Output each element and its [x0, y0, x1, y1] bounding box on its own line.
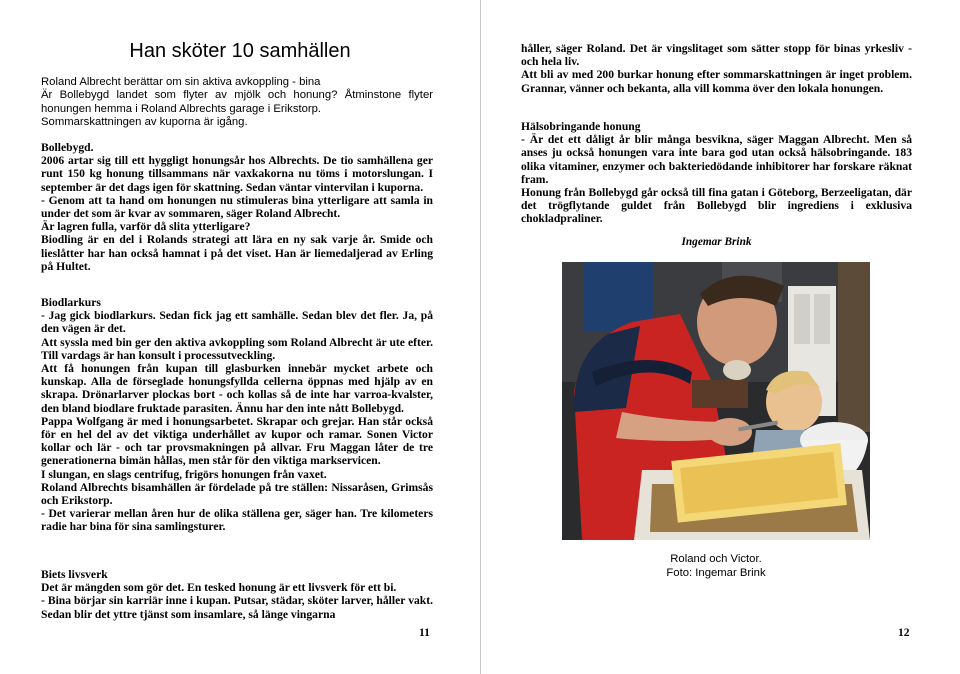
- caption-credit: Foto: Ingemar Brink: [666, 566, 766, 579]
- intro-text: Är Bollebygd landet som flyter av mjölk och honung? Åtminstone flyter honungen hemma i Roland Albrechts garage i Erikstorp.: [41, 89, 433, 115]
- body-paragraph: - Genom att ta hand om honungen nu stimuleras bina ytterligare att samla in under det som är kvar av sommaren, säger Roland Albrecht.: [41, 193, 433, 221]
- body-section-3: [41, 568, 433, 621]
- body-paragraph: Roland Albrechts bisamhällen är fördelade på tre ställen: Nissaråsen, Grimsås och Erikstorp.: [41, 480, 433, 508]
- body-paragraph: I slungan, en slags centrifug, frigörs honungen från vaxet.: [41, 467, 327, 481]
- body-section-4: [521, 42, 912, 95]
- body-paragraph: Är lagren fulla, varför då slita ytterligare?: [41, 220, 251, 234]
- body-paragraph: Att få honungen från kupan till glasburken innebär mycket arbete och kunskap. Alla de förseglade honungsfyllda cellerna öppnas med hjälp av en skrapa. Drönarlarver plockas bort - och kollas så de inte har varroa-kvalster, den bland biodlare fruktade parasiten. Ännu har den inte nått Bollebygd.: [41, 362, 433, 415]
- body-paragraph: Att syssla med bin ger den aktiva avkoppling som Roland Albrecht är ute efter. Till vardags är han konsult i processutveckling.: [41, 335, 433, 362]
- article-intro: [41, 76, 433, 130]
- caption-line: Roland och Victor.: [670, 553, 762, 565]
- author-byline: Ingemar Brink: [681, 236, 752, 248]
- body-section-5: [521, 120, 912, 226]
- article-title: Han sköter 10 samhällen: [129, 40, 351, 62]
- body-paragraph: - Bina börjar sin karriär inne i kupan. Putsar, städar, sköter larver, håller vakt. Sedan blir det yttre tjänst som insamlare, så länge vingarna: [41, 594, 433, 621]
- intro-text: Sommarskattningen av kuporna är igång.: [41, 116, 248, 129]
- body-paragraph: 2006 artar sig till ett hyggligt honungsår hos Albrechts. De tio samhällena ger runt 150 kg honung tillsammans när vaxkakorna nu töms i motorslungan. I september är det dags igen för skattning. Sedan väntar vintervilan i kuporna.: [41, 154, 433, 194]
- body-paragraph: - Jag gick biodlarkurs. Sedan fick jag ett samhälle. Sedan blev det fler. Ja, på den vägen är det.: [41, 309, 433, 336]
- body-section-1: [41, 141, 433, 273]
- body-paragraph: Att bli av med 200 burkar honung efter sommarskattningen är inget problem. Grannar, vänner och bekanta, alla vill komma över den lokala honungen.: [521, 68, 912, 95]
- photo-roland-and-victor: [562, 262, 870, 540]
- body-paragraph: - Är det ett dåligt år blir många besvikna, säger Maggan Albrecht. Men så anses ju också honungen vara inte bara god utan också hälsobringande. 183 olika vitaminer, enzymer och bakteriedödande inhibitorer har forskare räknat fram.: [521, 133, 912, 186]
- body-paragraph: Honung från Bollebygd går också till fina gatan i Göteborg, Berzeeligatan, där det trögflytande guldet från Bollebygd blir ingrediens i exklusiva chokladpraliner.: [521, 186, 912, 226]
- body-paragraph: håller, säger Roland. Det är vingslitaget som sätter stopp för binas yrkesliv - och hela liv.: [521, 42, 912, 69]
- body-paragraph: Pappa Wolfgang är med i honungsarbetet. Skrapar och grejar. Han står också för en hel del av det viktiga underhållet av kupor och ramar. Sonen Victor kollar och lär - och tar provsmakningen på allvar. Fru Maggan låter de tre generationerna bimän hållas, men står för den viktiga markservicen.: [41, 414, 433, 468]
- body-paragraph: Det är mängden som gör det. En tesked honung är ett livsverk för ett bi.: [41, 581, 397, 595]
- body-section-2: [41, 296, 433, 534]
- body-paragraph: Biodling är en del i Rolands strategi att lära en ny sak varje år. Smide och lieslåtter har han också hamnat i på det viset. Han är liemedaljerad av Erling på Hultet.: [41, 233, 433, 273]
- subheading: Biets livsverk: [41, 568, 108, 581]
- intro-lead: Roland Albrecht berättar om sin aktiva avkoppling - bina: [41, 76, 321, 88]
- body-paragraph: - Det varierar mellan åren hur de olika ställena ger, säger han. Tre kilometers radie har bina för sina samlingsturer.: [41, 507, 433, 534]
- subheading: Hälsobringande honung: [521, 120, 641, 133]
- photo-caption: [562, 553, 870, 580]
- page-number-left: 11: [419, 627, 430, 639]
- subheading: Biodlarkurs: [41, 296, 101, 309]
- page-number-right: 12: [898, 627, 910, 639]
- dateline: Bollebygd.: [41, 141, 94, 154]
